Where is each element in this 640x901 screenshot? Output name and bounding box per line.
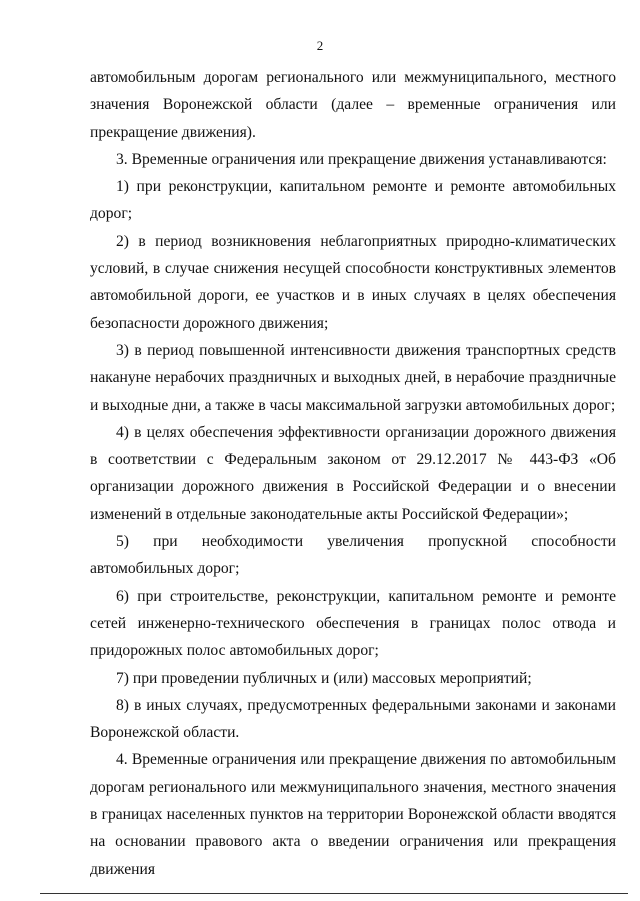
- document-body: [90, 64, 616, 883]
- paragraph-item-5: 5) при необходимости увеличения пропускной способности автомобильных дорог;: [90, 533, 616, 578]
- paragraph-clause-3: 3. Временные ограничения или прекращение движения устанавливаются:: [116, 150, 607, 168]
- paragraph-item-6: 6) при строительстве, реконструкции, капитальном ремонте и ремонте сетей инженерно-технического обеспечения в границах полос отвода и придорожных полос автомобильных дорог;: [90, 587, 616, 660]
- page-number: 2: [316, 38, 324, 53]
- paragraph-clause-4: 4. Временные ограничения или прекращение движения по автомобильным дорогам регионального или межмуниципального значения, местного значения в границах населенных пунктов на территории Воронежской области вводятся на основании правового акта о введении ограничения или прекращения движения: [90, 751, 616, 878]
- paragraph-item-1: 1) при реконструкции, капитальном ремонте и ремонте автомобильных дорог;: [90, 178, 616, 223]
- bottom-divider: [40, 893, 628, 894]
- paragraph-item-7: 7) при проведении публичных и (или) массовых мероприятий;: [116, 669, 532, 687]
- paragraph-item-3: 3) в период повышенной интенсивности движения транспортных средств накануне нерабочих праздничных и выходных дней, в нерабочие праздничные и выходные дни, а также в часы максимальной загрузки автомобильных дорог;: [90, 341, 616, 414]
- paragraph-continuation: автомобильным дорогам регионального или межмуниципального, местного значения Воронежской области (далее – временные ограничения или прекращение движения).: [90, 69, 616, 141]
- paragraph-item-4: 4) в целях обеспечения эффективности организации дорожного движения в соответствии с Федеральным законом от 29.12.2017 № 443-ФЗ «Об организации дорожного движения в Российской Федерации и о внесении изменений в отдельные законодательные акты Российской Федерации»;: [90, 423, 616, 523]
- paragraph-item-2: 2) в период возникновения неблагоприятных природно-климатических условий, в случае снижения несущей способности конструктивных элементов автомобильной дороги, ее участков и в иных случаях в целях обеспечения безопасности дорожного движения;: [90, 232, 616, 332]
- paragraph-item-8: 8) в иных случаях, предусмотренных федеральными законами и законами Воронежской области.: [90, 696, 616, 742]
